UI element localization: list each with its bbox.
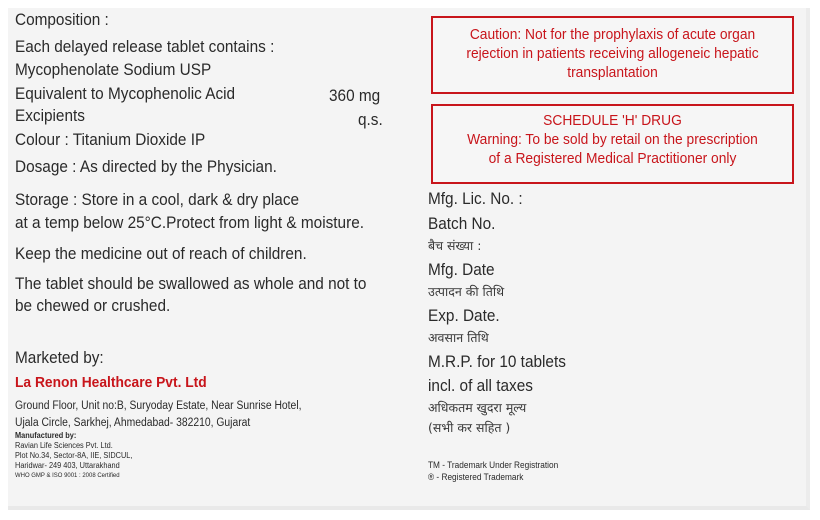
swallow-line-1: The tablet should be swallowed as whole and not to — [15, 275, 367, 293]
mrp-taxes-hindi-label: (सभी कर सहित ) — [428, 420, 511, 435]
caution-line-3: transplantation — [567, 64, 658, 81]
marketer-company-name: La Renon Healthcare Pvt. Ltd — [15, 374, 207, 391]
composition-line-3-value: 360 mg — [329, 87, 381, 105]
schedule-warning-line-1: Warning: To be sold by retail on the prescription — [467, 131, 758, 148]
mfg-date-hindi-label: उत्पादन की तिथि — [428, 284, 505, 299]
composition-heading: Composition : — [15, 11, 109, 29]
marketer-address-line-2: Ujala Circle, Sarkhej, Ahmedabad- 382210, Gujarat — [15, 417, 251, 429]
mfg-date-label: Mfg. Date — [428, 261, 495, 279]
batch-no-hindi-label: बैच संख्या : — [428, 238, 482, 253]
composition-line-2: Mycophenolate Sodium USP — [15, 61, 212, 79]
storage-line-2: at a temp below 25°C.Protect from light & moisture. — [15, 214, 364, 232]
composition-line-3-label: Equivalent to Mycophenolic Acid — [15, 85, 236, 103]
trademark-registered-note: ® - Registered Trademark — [428, 472, 524, 482]
caution-line-1: Caution: Not for the prophylaxis of acute organ — [469, 26, 756, 43]
manufactured-by-heading: Manufactured by: — [15, 431, 77, 440]
composition-line-4-value: q.s. — [358, 111, 383, 129]
manufacturer-name: Ravian Life Sciences Pvt. Ltd. — [15, 441, 113, 450]
manufacturer-address-line-2: Haridwar- 249 403, Uttarakhand — [15, 461, 120, 470]
manufacturer-footnote: WHO GMP & ISO 9001 : 2008 Certified — [15, 472, 120, 479]
manufacturer-address-line-1: Plot No.34, Sector-8A, IIE, SIDCUL, — [15, 451, 133, 460]
schedule-warning-line-2: of a Registered Medical Practitioner only — [488, 150, 737, 167]
marketer-address-line-1: Ground Floor, Unit no:B, Suryoday Estate, Near Sunrise Hotel, — [15, 400, 302, 412]
mfg-lic-no-label: Mfg. Lic. No. : — [428, 190, 523, 208]
batch-no-label: Batch No. — [428, 215, 496, 233]
schedule-h-title: SCHEDULE 'H' DRUG — [543, 112, 682, 129]
mrp-label: M.R.P. for 10 tablets — [428, 353, 566, 371]
caution-box — [431, 16, 794, 94]
exp-date-hindi-label: अवसान तिथि — [428, 330, 489, 345]
marketed-by-heading: Marketed by: — [15, 349, 104, 367]
caution-line-2: rejection in patients receiving allogeneic hepatic — [466, 45, 759, 62]
keep-out-of-reach-text: Keep the medicine out of reach of children. — [15, 245, 307, 263]
medicine-label-panel — [8, 8, 810, 510]
mrp-taxes-label: incl. of all taxes — [428, 377, 533, 395]
schedule-h-box — [431, 104, 794, 184]
mrp-hindi-label: अधिकतम खुदरा मूल्य — [428, 400, 527, 415]
swallow-line-2: be chewed or crushed. — [15, 297, 171, 315]
composition-line-1: Each delayed release tablet contains : — [15, 38, 275, 56]
composition-line-5: Colour : Titanium Dioxide IP — [15, 131, 206, 149]
composition-line-4-label: Excipients — [15, 107, 85, 125]
dosage-text: Dosage : As directed by the Physician. — [15, 158, 277, 176]
trademark-tm-note: TM - Trademark Under Registration — [428, 460, 559, 470]
storage-line-1: Storage : Store in a cool, dark & dry place — [15, 191, 300, 209]
exp-date-label: Exp. Date. — [428, 307, 500, 325]
